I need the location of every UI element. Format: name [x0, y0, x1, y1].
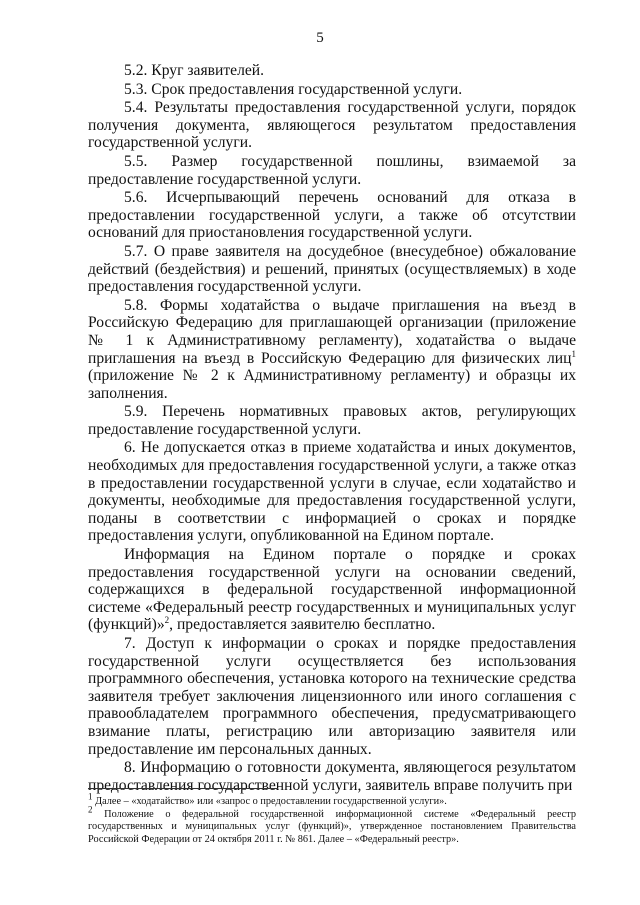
body-text — [88, 62, 576, 795]
footnote-2 — [88, 804, 576, 847]
paragraph-5-2: 5.2. Круг заявителей. — [124, 62, 265, 79]
footnote-2-mark: 2 — [88, 804, 93, 815]
paragraph-5-8-text-start: 5.8. Формы ходатайства о выдаче приглашения на въезд в Российскую Федерацию для приглашающей организации (приложение № 1 к Административному регламенту), ходатайства о выдаче приглашения на въезд в Российскую Федерацию для физических лиц — [88, 296, 576, 367]
footnotes — [88, 791, 576, 846]
paragraph-info-portal-text-start: Информация на Едином портале о порядке и сроках предоставления государственной услуги на основании сведений, содержащихся в федеральной государственной информационной системе «Федеральный реестр государственных и муниципальных услуг (функций)» — [88, 546, 576, 634]
paragraph-5-6: 5.6. Исчерпывающий перечень оснований для отказа в предоставлении государственной услуги, а также об отсутствии оснований для приостановления государственной услуги. — [88, 189, 576, 242]
paragraph-8: 8. Информацию о готовности документа, являющегося результатом предоставления государственной услуги, заявитель вправе получить при — [88, 759, 576, 794]
footnote-ref-1: 1 — [571, 348, 576, 359]
paragraph-info-portal-text-end: , предоставляется заявителю бесплатно. — [169, 616, 436, 634]
paragraph-5-3: 5.3. Срок предоставления государственной услуги. — [124, 80, 463, 98]
paragraph-5-7: 5.7. О праве заявителя на досудебное (внесудебное) обжалование действий (бездействия) и решений, принятых (осуществляемых) в ходе предоставления государственной услуги. — [88, 242, 576, 296]
footnote-2-text: Положение о федеральной государственной информационной системе «Федеральный реестр государственных и муниципальных услуг (функций)», утвержденное постановлением Правительства Российской Федерации от 24 октября 2011 г. № 861. Далее – «Федеральный реестр». — [88, 808, 576, 845]
footnote-1-mark: 1 — [88, 791, 93, 802]
paragraph-5-8-text-end: (приложение № 2 к Административному регламенту) и образцы их заполнения. — [88, 367, 576, 402]
paragraph-info-portal — [88, 546, 576, 634]
page-number: 5 — [316, 30, 324, 46]
paragraph-5-8 — [88, 297, 576, 403]
paragraph-5-4: 5.4. Результаты предоставления государственной услуги, порядок получения документа, являющегося результатом предоставления государственной услуги. — [88, 99, 576, 152]
footnote-separator — [88, 788, 278, 789]
footnote-ref-2: 2 — [164, 615, 170, 626]
footnote-1-text: Далее – «ходатайство» или «запрос о предоставлении государственной услуги». — [92, 796, 447, 807]
footnote-1 — [88, 791, 576, 809]
paragraph-7: 7. Доступ к информации о сроках и порядке предоставления государственной услуги осуществляется без использования программного обеспечения, установка которого на технические средства заявителя требует заключения лицензионного или иного соглашения с правообладателем программного обеспечения, предусматривающего взимание платы, регистрацию или авторизацию заявителя или предоставление им персональных данных. — [88, 635, 576, 758]
paragraph-5-5: 5.5. Размер государственной пошлины, взимаемой за предоставление государственной услуги. — [88, 152, 576, 188]
paragraph-6: 6. Не допускается отказ в приеме ходатайства и иных документов, необходимых для предоставления государственной услуги, а также отказ в предоставлении государственной услуги в случае, если ходатайство и документы, необходимые для предоставления государственной услуги, поданы в соответствии с информацией о сроках и порядке предоставления услуги, опубликованной на Едином портале. — [88, 439, 576, 545]
paragraph-5-9: 5.9. Перечень нормативных правовых актов, регулирующих предоставление государственной услуги. — [88, 403, 576, 438]
